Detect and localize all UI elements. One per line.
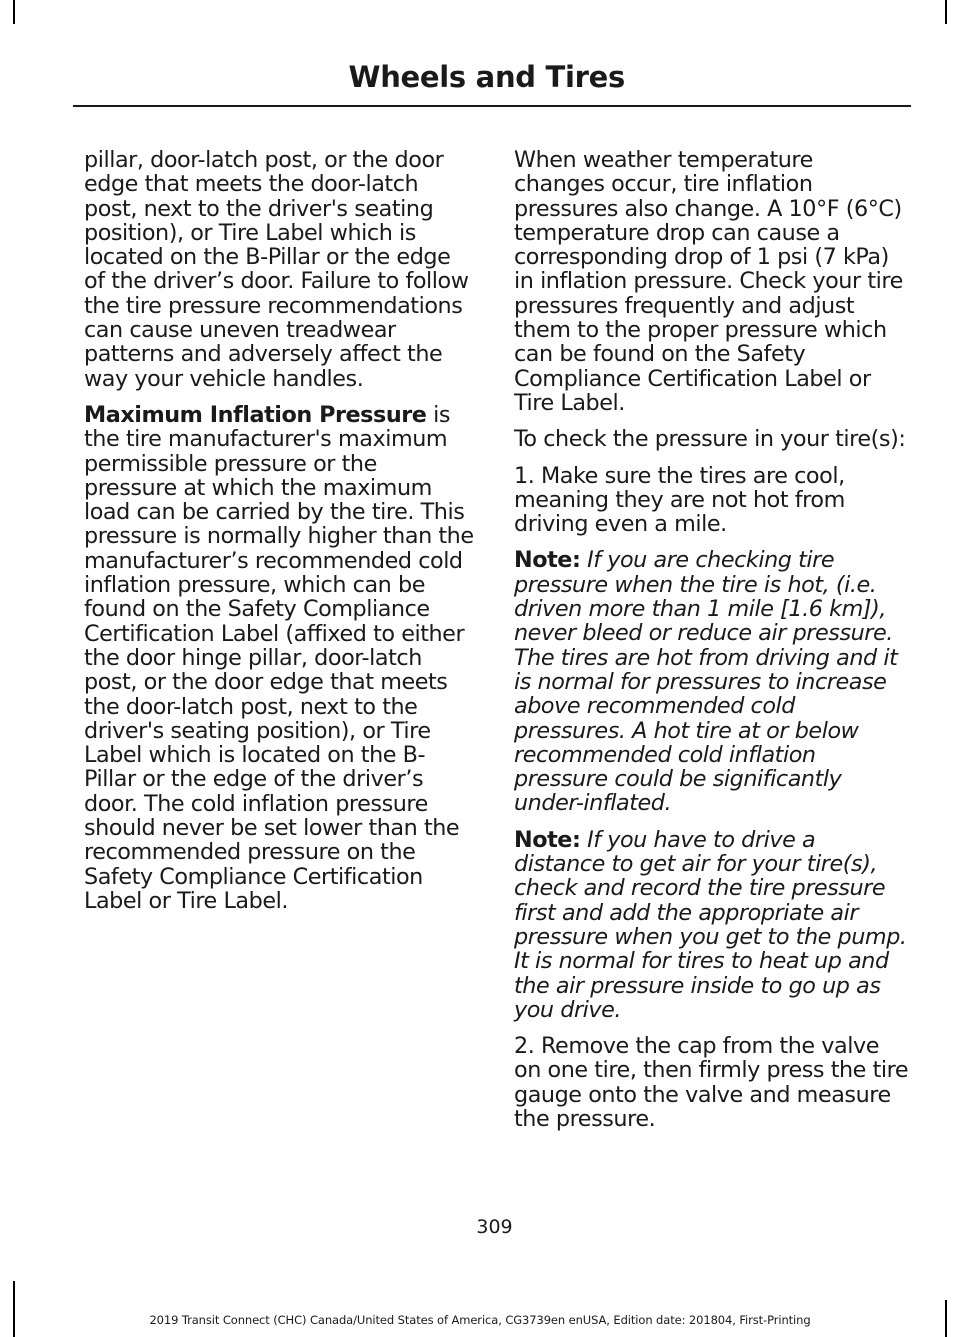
footer-edition-info: 2019 Transit Connect (CHC) Canada/United States of America, CG3739en enUSA, Edition date: 201804, First-Printing: [149, 1313, 811, 1327]
note: [514, 548, 910, 815]
header-divider: [73, 105, 911, 107]
paragraph: To check the pressure in your tire(s):: [514, 426, 906, 453]
note-label: Note:: [514, 826, 581, 853]
crop-mark-bottom-left: [13, 1281, 15, 1337]
note-label: Note:: [514, 547, 581, 574]
crop-mark-top-left: [13, 0, 15, 24]
page-title: Wheels and Tires: [348, 60, 625, 94]
defined-term: Maximum Inflation Pressure: [84, 401, 427, 428]
step-1: 1. Make sure the tires are cool, meaning they are not hot from driving even a mile.: [514, 462, 845, 538]
step-2: 2. Remove the cap from the valve on one tire, then firmly press the tire gauge onto the valve and measure the pressure.: [514, 1033, 909, 1132]
paragraph: [84, 403, 476, 913]
paragraph: When weather temperature changes occur, tire inflation pressures also change. A 10°F (6°C) temperature drop can cause a corresponding drop of 1 psi (7 kPa) in inflation pressure. Check your tire pressures frequently and adjust them to the proper pressure which can be found on the Safety Compliance Certification Label or Tire Label.: [514, 147, 903, 416]
crop-mark-top-right: [945, 0, 947, 24]
right-column: [514, 148, 910, 1143]
note-text: If you are checking tire pressure when the tire is hot, (i.e. driven more than 1 mile [1.6 km]), never bleed or reduce air pressure. The tires are hot from driving and it is normal for pressures to increase above recommended cold pressures. A hot tire at or below recommended cold inflation pressure could be significantly under-inflated.: [514, 547, 898, 817]
left-column: [84, 148, 476, 925]
page-number: 309: [476, 1216, 513, 1238]
note: [514, 828, 910, 1022]
paragraph: pillar, door-latch post, or the door edge that meets the door-latch post, next to the driver's seating position), or Tire Label which is located on the B-Pillar or the edge of the driver’s door. Failure to follow the tire pressure recommendations can cause uneven treadwear patterns and adversely affect the way your vehicle handles.: [84, 147, 469, 392]
paragraph-text: is the tire manufacturer's maximum permissible pressure or the pressure at which the maximum load can be carried by the tire. This pressure is normally higher than the manufacturer’s recommended cold inflation pressure, which can be found on the Safety Compliance Certification Label (affixed to either the door hinge pillar, door-latch post, or the door edge that meets the door-latch post, next to the driver's seating position), or Tire Label which is located on the B-Pillar or the edge of the driver’s door. The cold inflation pressure should never be set lower than the recommended pressure on the Safety Compliance Certification Label or Tire Label.: [84, 401, 474, 914]
note-text: If you have to drive a distance to get air for your tire(s), check and record the tire pressure first and add the appropriate air pressure when you get to the pump. It is normal for tires to heat up and the air pressure inside to go up as you drive.: [514, 826, 907, 1023]
